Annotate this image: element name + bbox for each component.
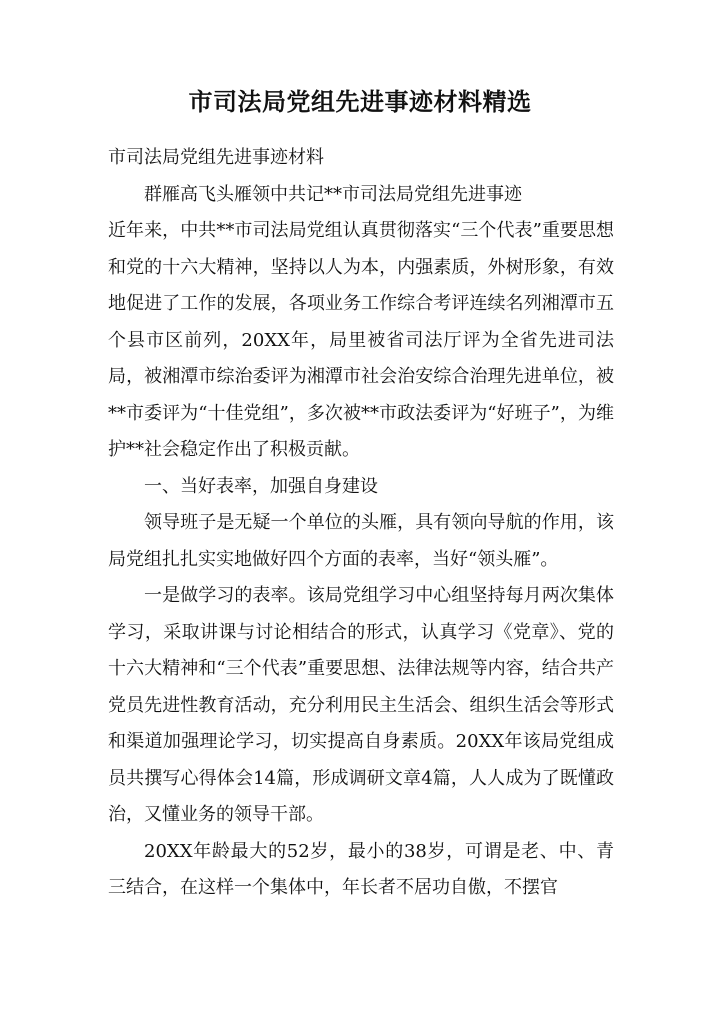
document-title: 市司法局党组先进事迹材料精选 xyxy=(188,87,532,116)
section-heading: 一、当好表率，加强自身建设 xyxy=(144,475,378,497)
heading-paragraph: 群雁高飞头雁领中共记**市司法局党组先进事迹 xyxy=(144,183,522,205)
subtitle-paragraph: 市司法局党组先进事迹材料 xyxy=(108,147,324,168)
body-paragraph: 一是做学习的表率。该局党组学习中心组坚持每月两次集体学习，采取讲课与讨论相结合的形式，认真学习《党章》、党的十六大精神和“三个代表”重要思想、法律法规等内容，结合共产党员先进性教育活动，充分利用民主生活会、组织生活会等形式和渠道加强理论学习，切实提高自身素质。20XX年该局党组成员共撰写心得体会14篇，形成调研文章4篇，人人成为了既懂政治，又懂业务的领导干部。 xyxy=(108,585,614,825)
document-body xyxy=(108,140,614,907)
body-paragraph: 20XX年龄最大的52岁，最小的38岁，可谓是老、中、青三结合，在这样一个集体中，年长者不居功自傲，不摆官 xyxy=(108,840,614,898)
intro-paragraph: 近年来，中共**市司法局党组认真贯彻落实“三个代表”重要思想和党的十六大精神，坚持以人为本，内强素质，外树形象，有效地促进了工作的发展，各项业务工作综合考评连续名列湘潭市五个县市区前列，20XX年，局里被省司法厅评为全省先进司法局，被湘潭市综治委评为湘潭市社会治安综合治理先进单位，被**市委评为“十佳党组”，多次被**市政法委评为“好班子”，为维护**社会稳定作出了积极贡献。 xyxy=(108,220,614,460)
body-paragraph: 领导班子是无疑一个单位的头雁，具有领向导航的作用，该局党组扎扎实实地做好四个方面的表率，当好“领头雁”。 xyxy=(108,512,614,570)
